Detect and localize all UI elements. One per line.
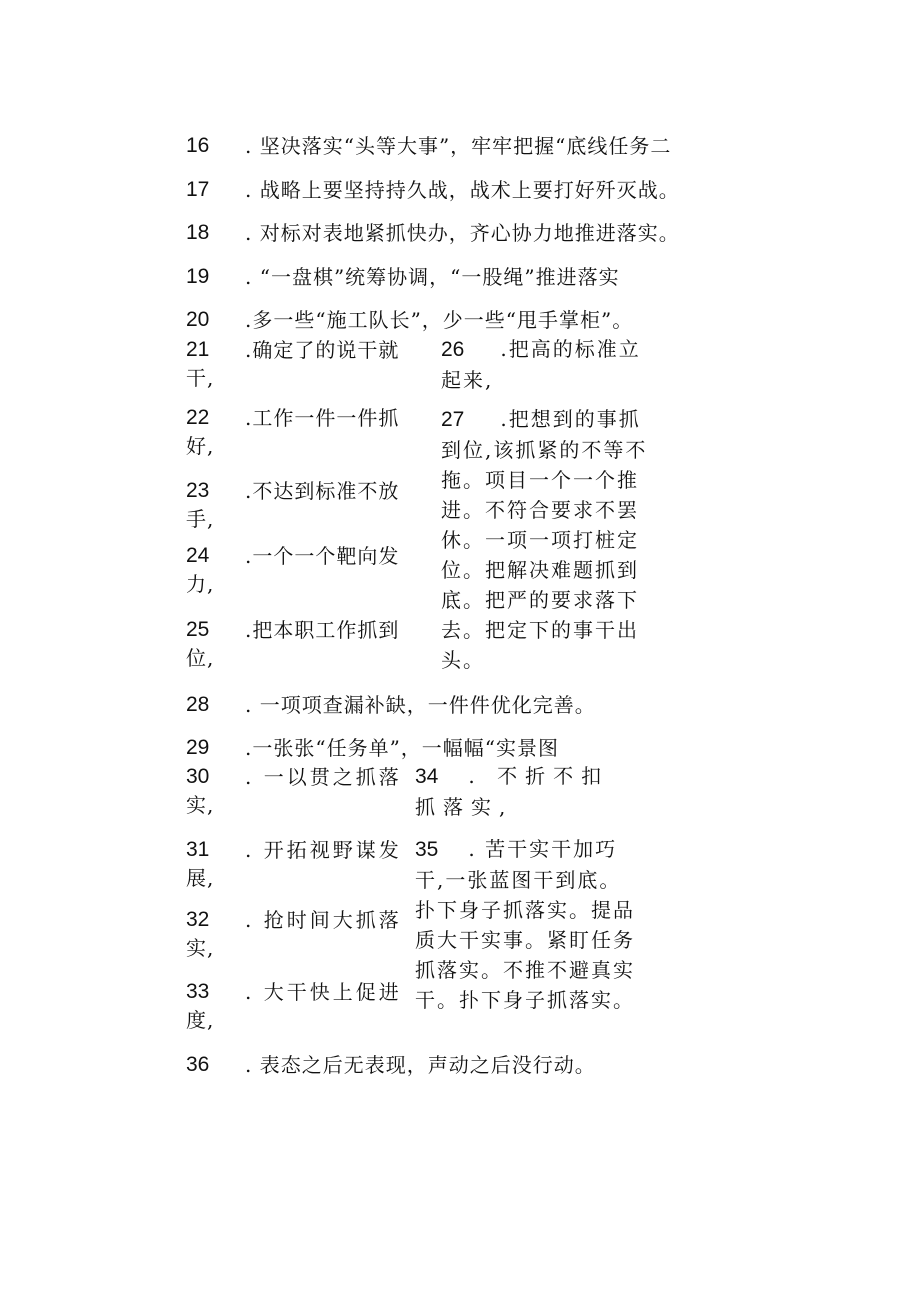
item-24-tail: 力, <box>186 572 215 596</box>
item-20-text: .多一些“施工队长”，少一些“甩手掌柜”。 <box>245 308 634 332</box>
item-27-number: 27 <box>441 408 465 431</box>
item-18-number: 18 <box>186 221 210 244</box>
item-25-tail: 位, <box>186 646 215 670</box>
item-32-number: 32 <box>186 908 210 931</box>
item-21-number: 21 <box>186 338 210 361</box>
item-21-text: .确定了的说干就 <box>245 338 400 362</box>
item-28-text: . 一项项查漏补缺，一件件优化完善。 <box>245 693 596 717</box>
item-31-tail: 展, <box>186 866 215 890</box>
item-23-number: 23 <box>186 479 210 502</box>
item-25-number: 25 <box>186 618 210 641</box>
item-36-text: . 表态之后无表现，声动之后没行动。 <box>245 1053 596 1077</box>
item-30-text: . 一以贯之抓落 <box>245 765 402 789</box>
item-24-number: 24 <box>186 544 210 567</box>
item-22-text: .工作一件一件抓 <box>245 406 400 430</box>
item-33-number: 33 <box>186 980 210 1003</box>
item-26-block <box>441 334 647 395</box>
item-29-text: .一张张“任务单”，一幅幅“实景图 <box>245 736 560 760</box>
item-19-text: . “一盘棋”统筹协调，“一股绳”推进落实 <box>245 265 620 289</box>
item-18-text: . 对标对表地紧抓快办，齐心协力地推进落实。 <box>245 221 680 245</box>
item-32-tail: 实, <box>186 936 215 960</box>
item-32-text: . 抢时间大抓落 <box>245 908 402 932</box>
item-34-number: 34 <box>415 765 439 788</box>
item-36-number: 36 <box>186 1053 210 1076</box>
item-25-text: .把本职工作抓到 <box>245 618 400 642</box>
item-31-number: 31 <box>186 838 210 861</box>
item-17-text: . 战略上要坚持持久战，战术上要打好歼灭战。 <box>245 178 680 202</box>
item-22-number: 22 <box>186 406 210 429</box>
item-27-block <box>441 404 651 675</box>
item-19-number: 19 <box>186 265 210 288</box>
item-21-tail: 干, <box>186 366 215 390</box>
item-28-number: 28 <box>186 693 210 716</box>
item-30-number: 30 <box>186 765 210 788</box>
item-30-tail: 实, <box>186 793 215 817</box>
item-31-text: . 开拓视野谋发 <box>245 838 402 862</box>
item-33-text: . 大干快上促进 <box>245 980 402 1004</box>
item-34-block <box>415 761 615 822</box>
item-35-block <box>415 834 635 1015</box>
item-17-number: 17 <box>186 178 210 201</box>
item-26-number: 26 <box>441 338 465 361</box>
item-22-tail: 好, <box>186 434 215 458</box>
item-23-text: .不达到标准不放 <box>245 479 400 503</box>
item-27-text: .把想到的事抓到位,该抓紧的不等不拖。项目一个一个推进。不符合要求不罢休。一项一项打桩定位。把解决难题抓到底。把严的要求落下去。把定下的事干出头。 <box>441 407 648 672</box>
item-24-text: .一个一个靶向发 <box>245 544 400 568</box>
item-33-tail: 度, <box>186 1008 215 1032</box>
item-34-text: . 不折不扣抓落实, <box>415 764 610 819</box>
item-16-number: 16 <box>186 134 210 157</box>
item-20-number: 20 <box>186 308 210 331</box>
item-16-text: . 坚决落实“头等大事”，牢牢把握“底线任务二 <box>245 134 672 158</box>
item-26-text: .把高的标准立起来, <box>441 337 641 392</box>
item-23-tail: 手, <box>186 507 215 531</box>
item-29-number: 29 <box>186 736 210 759</box>
item-35-text: . 苦干实干加巧干,一张蓝图干到底。扑下身子抓落实。提品质大干实事。紧盯任务抓落实。不推不避真实干。扑下身子抓落实。 <box>415 837 635 1012</box>
item-35-number: 35 <box>415 838 439 861</box>
